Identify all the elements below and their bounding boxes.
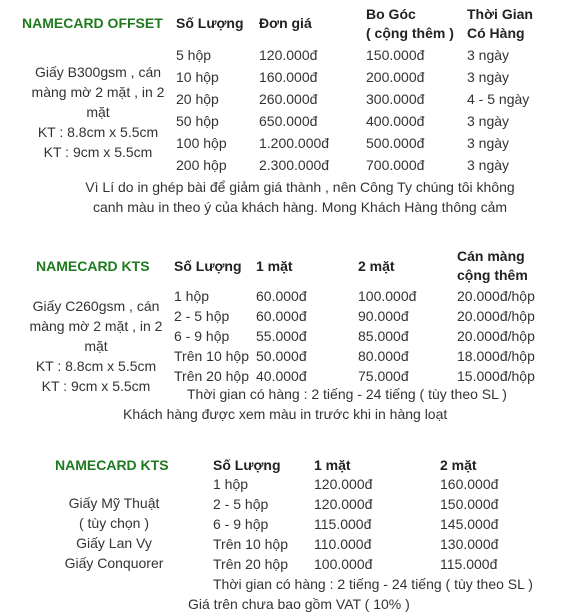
table-row (0, 156, 583, 178)
kts1-color-preview-note: Khách hàng được xem màu in trước khi in hàng loạt (123, 406, 448, 422)
kts1-header-lamination-extra: cộng thêm (457, 267, 528, 283)
table-row (0, 134, 583, 156)
offset-paper-desc: Giấy B300gsm , cán màng mờ 2 mặt , in 2 mặt (31, 64, 165, 120)
kts2-two-side: 145.000đ (440, 516, 499, 532)
kts2-one-side: 115.000đ (314, 516, 372, 532)
kts2-qty: 2 - 5 hộp (213, 496, 269, 512)
table-row (0, 287, 583, 307)
kts1-qty: Trên 10 hộp (174, 348, 249, 364)
table-row (0, 327, 583, 347)
kts1-qty: 6 - 9 hộp (174, 328, 230, 344)
kts1-lamination: 20.000đ/hộp (457, 328, 535, 344)
offset-price: 120.000đ (259, 47, 318, 63)
offset-size-1: KT : 8.8cm x 5.5cm (37, 124, 159, 140)
vat-note: Giá trên chưa bao gồm VAT ( 10% ) (188, 596, 410, 612)
offset-lead-time: 3 ngày (467, 113, 510, 129)
offset-lead-time: 3 ngày (467, 69, 510, 85)
kts2-qty: Trên 10 hộp (213, 536, 288, 552)
table-row (0, 68, 583, 90)
offset-qty: 10 hộp (176, 69, 219, 85)
offset-header-time: Thời Gian (467, 6, 533, 22)
table-row (0, 307, 583, 327)
offset-price: 1.200.000đ (259, 135, 330, 151)
table-row (0, 535, 583, 555)
table-row (0, 112, 583, 134)
kts2-header-one-side: 1 mặt (314, 457, 351, 473)
kts2-qty: 6 - 9 hộp (213, 516, 269, 532)
kts2-lead-time-note: Thời gian có hàng : 2 tiếng - 24 tiếng ( tùy theo SL ) (213, 576, 533, 592)
offset-title: NAMECARD OFFSET (22, 15, 163, 31)
table-row (0, 347, 583, 367)
kts2-qty: 1 hộp (213, 476, 249, 492)
kts1-title: NAMECARD KTS (36, 258, 150, 274)
kts1-two-side: 80.000đ (358, 348, 409, 364)
kts1-one-side: 55.000đ (256, 328, 307, 344)
kts1-lamination: 18.000đ/hộp (457, 348, 535, 364)
kts1-two-side: 100.000đ (358, 288, 417, 304)
kts2-paper-2: Giấy Lan Vy (76, 535, 152, 551)
kts2-header-two-side: 2 mặt (440, 457, 477, 473)
offset-lead-time: 3 ngày (467, 157, 510, 173)
offset-header-corner: Bo Góc (366, 6, 416, 22)
kts1-one-side: 40.000đ (256, 368, 307, 384)
offset-header-corner-extra: ( cộng thêm ) (366, 25, 454, 41)
kts2-two-side: 115.000đ (440, 556, 498, 572)
kts1-two-side: 85.000đ (358, 328, 409, 344)
offset-corner-price: 300.000đ (366, 91, 425, 107)
kts1-header-two-side: 2 mặt (358, 258, 395, 274)
table-row (0, 46, 583, 68)
kts2-two-side: 150.000đ (440, 496, 499, 512)
table-row (0, 475, 583, 495)
kts1-header-quantity: Số Lượng (174, 258, 242, 274)
kts2-paper-1: Giấy Mỹ Thuật (68, 495, 160, 511)
kts1-one-side: 60.000đ (256, 308, 307, 324)
offset-price-rows (0, 46, 583, 178)
kts1-header-one-side: 1 mặt (256, 258, 293, 274)
offset-qty: 5 hộp (176, 47, 212, 63)
kts2-paper-3: Giấy Conquorer (64, 555, 164, 571)
kts1-size-2: KT : 9cm x 5.5cm (41, 378, 151, 394)
offset-lead-time: 4 - 5 ngày (467, 91, 530, 107)
kts2-one-side: 100.000đ (314, 556, 373, 572)
kts2-two-side: 160.000đ (440, 476, 499, 492)
offset-corner-price: 700.000đ (366, 157, 425, 173)
offset-header-time-2: Có Hàng (467, 25, 525, 41)
kts1-qty: 2 - 5 hộp (174, 308, 230, 324)
table-row (0, 90, 583, 112)
kts1-paper-desc: Giấy C260gsm , cán màng mờ 2 mặt , in 2 mặt (29, 298, 163, 354)
kts2-two-side: 130.000đ (440, 536, 499, 552)
offset-qty: 20 hộp (176, 91, 219, 107)
offset-lead-time: 3 ngày (467, 135, 510, 151)
kts1-two-side: 75.000đ (358, 368, 409, 384)
table-row (0, 367, 583, 387)
kts1-lamination: 20.000đ/hộp (457, 308, 535, 324)
kts2-paper-1-optional: ( tùy chọn ) (78, 515, 150, 531)
kts1-lamination: 20.000đ/hộp (457, 288, 535, 304)
offset-qty: 200 hộp (176, 157, 227, 173)
kts1-qty: Trên 20 hộp (174, 368, 249, 384)
table-row (0, 515, 583, 535)
kts2-one-side: 120.000đ (314, 496, 373, 512)
kts2-one-side: 110.000đ (314, 536, 372, 552)
offset-price: 160.000đ (259, 69, 318, 85)
kts1-qty: 1 hộp (174, 288, 210, 304)
kts2-qty: Trên 20 hộp (213, 556, 288, 572)
kts1-one-side: 60.000đ (256, 288, 307, 304)
offset-header-price: Đơn giá (259, 15, 312, 31)
kts2-header-quantity: Số Lượng (213, 457, 281, 473)
offset-lead-time: 3 ngày (467, 47, 510, 63)
kts2-price-rows (0, 475, 583, 575)
offset-price: 2.300.000đ (259, 157, 330, 173)
kts2-title: NAMECARD KTS (55, 457, 169, 473)
offset-qty: 50 hộp (176, 113, 219, 129)
offset-corner-price: 400.000đ (366, 113, 425, 129)
offset-qty: 100 hộp (176, 135, 227, 151)
kts1-one-side: 50.000đ (256, 348, 307, 364)
offset-corner-price: 500.000đ (366, 135, 425, 151)
kts1-price-rows (0, 287, 583, 387)
offset-header-quantity: Số Lượng (176, 15, 244, 31)
offset-price: 260.000đ (259, 91, 318, 107)
kts1-header-lamination: Cán màng (457, 248, 525, 264)
kts1-lead-time-note: Thời gian có hàng : 2 tiếng - 24 tiếng ( tùy theo SL ) (187, 386, 507, 402)
offset-corner-price: 200.000đ (366, 69, 425, 85)
offset-size-2: KT : 9cm x 5.5cm (43, 144, 153, 160)
table-row (0, 495, 583, 515)
kts1-two-side: 90.000đ (358, 308, 409, 324)
offset-price: 650.000đ (259, 113, 318, 129)
offset-note: Vì Lí do in ghép bài để giảm giá thành , nên Công Ty chúng tôi không canh màu in theo ý của khách hàng. Mong Khách Hàng thông cảm (85, 179, 515, 215)
kts1-size-1: KT : 8.8cm x 5.5cm (35, 358, 157, 374)
kts1-lamination: 15.000đ/hộp (457, 368, 535, 384)
kts2-one-side: 120.000đ (314, 476, 373, 492)
offset-corner-price: 150.000đ (366, 47, 425, 63)
table-row (0, 555, 583, 575)
